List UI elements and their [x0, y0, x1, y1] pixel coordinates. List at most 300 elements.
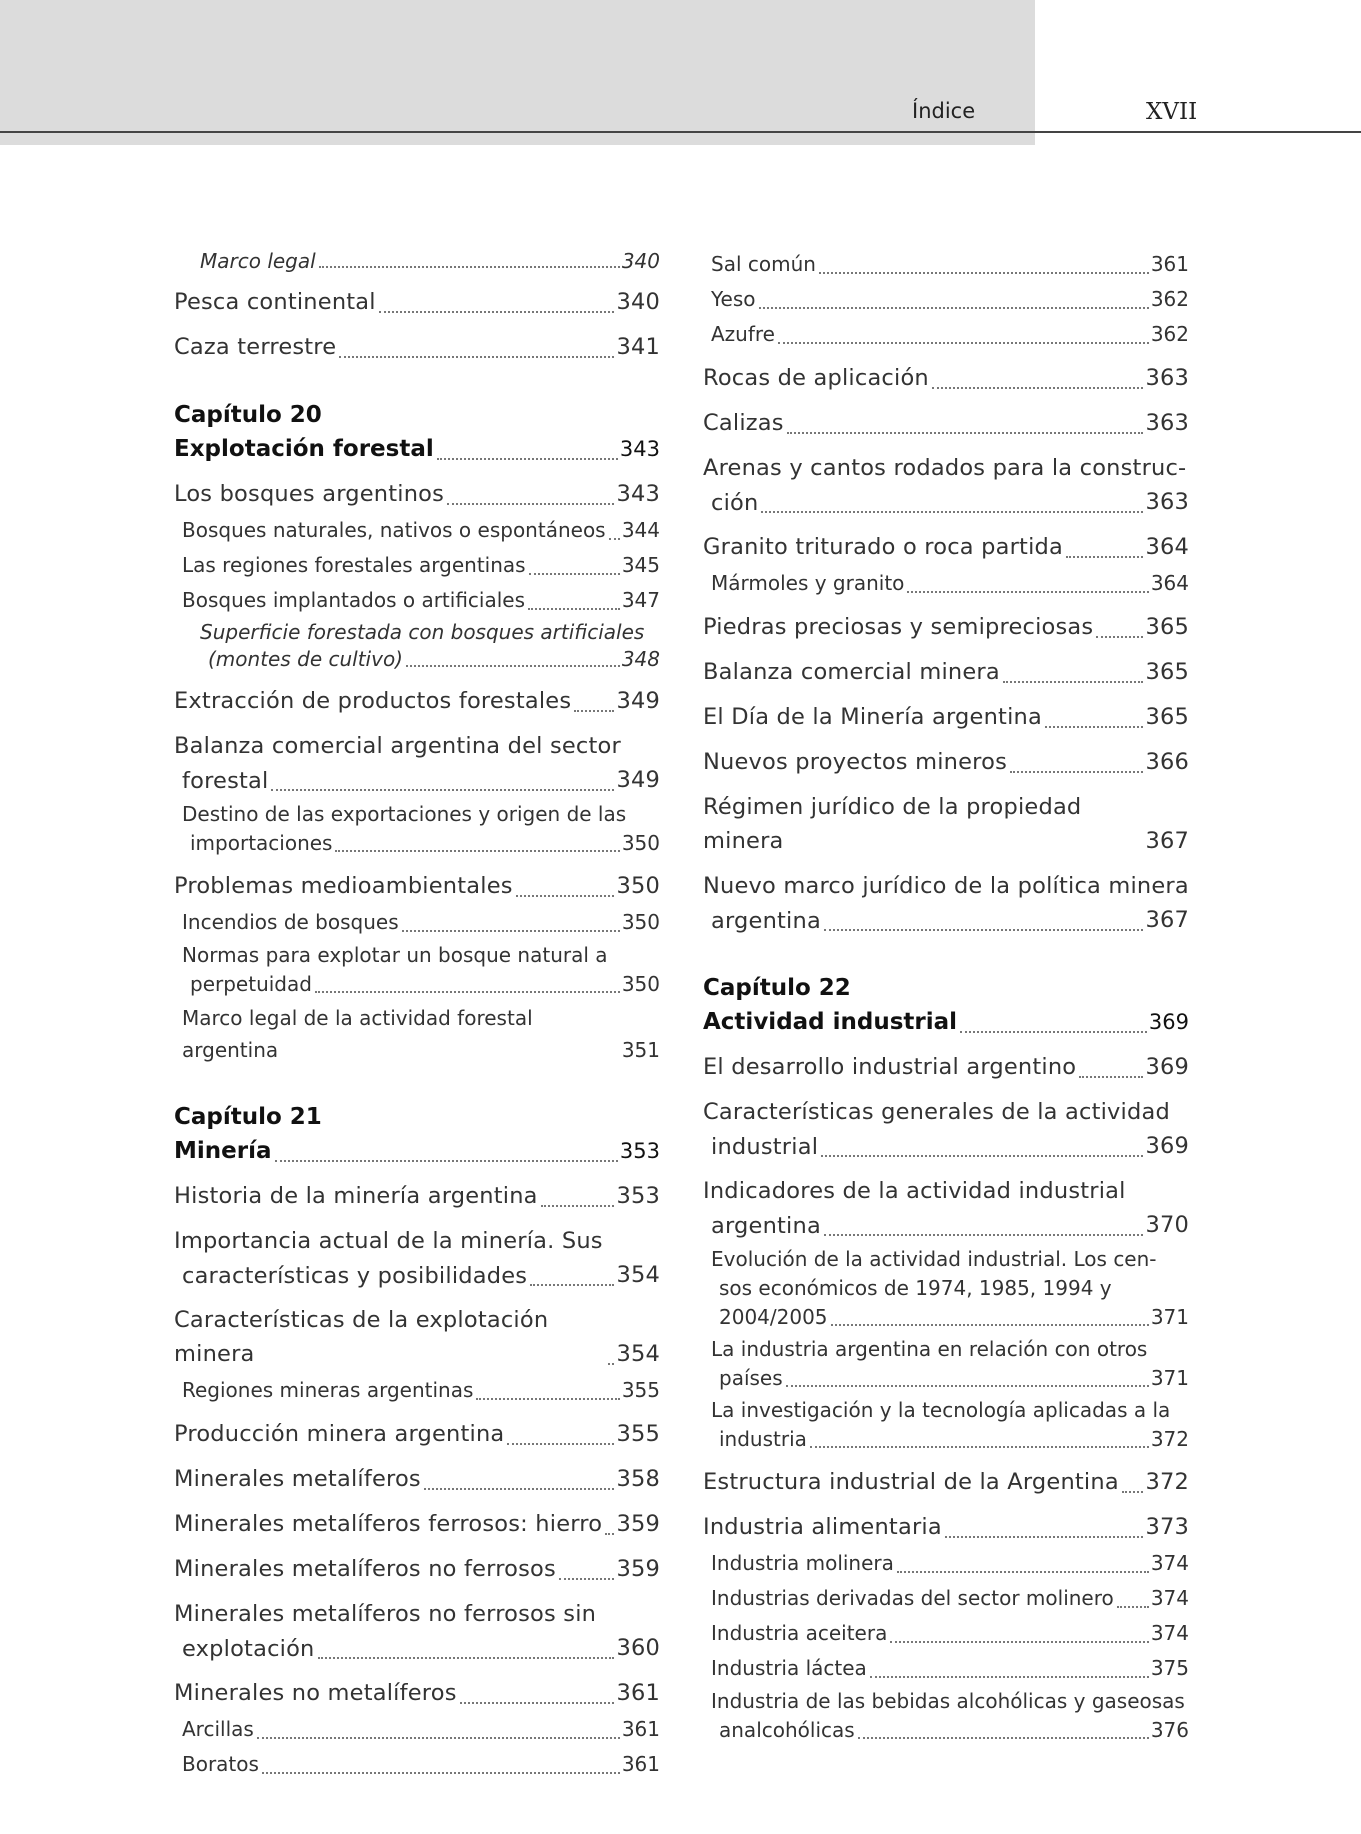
toc-entry-line — [703, 655, 1189, 689]
toc-entry-title — [711, 1425, 807, 1454]
page-number: 347 — [621, 588, 660, 612]
toc-entry-title-line: Características generales de la actividad — [703, 1099, 1170, 1125]
leader-dots — [1122, 1491, 1144, 1493]
toc-entry-line — [182, 1713, 660, 1745]
toc-entry[interactable] — [703, 790, 1189, 858]
toc-entry-title-line: Importancia actual de la minería. Sus — [174, 1228, 603, 1254]
toc-entry-last-line — [703, 1208, 1189, 1242]
toc-entry[interactable] — [703, 700, 1189, 734]
toc-entry-title-continuation: (montes de cultivo) — [208, 647, 403, 671]
toc-entry-title-line: Superficie forestada con bosques artificiales — [200, 620, 645, 644]
toc-entry-title: Actividad industrial — [703, 1009, 958, 1035]
toc-entry[interactable] — [703, 610, 1189, 644]
toc-entry[interactable] — [174, 1507, 660, 1541]
toc-entry[interactable] — [703, 1687, 1189, 1745]
leader-dots — [1079, 1076, 1143, 1078]
leader-dots — [945, 1536, 1144, 1538]
leader-dots — [870, 1676, 1149, 1678]
toc-entry[interactable] — [703, 1335, 1189, 1393]
toc-entry-title-continuation: importaciones — [190, 831, 333, 855]
toc-entry-title: Régimen jurídico de la propiedad minera — [703, 794, 1082, 854]
toc-entry-line — [174, 1417, 660, 1451]
toc-entry-line — [174, 684, 660, 718]
leader-dots — [447, 503, 614, 505]
toc-entry-line — [703, 1510, 1189, 1544]
toc-entry-line — [182, 1374, 660, 1406]
leader-dots — [528, 608, 620, 610]
page-number: 355 — [616, 1421, 660, 1447]
toc-entry-last-line — [174, 1631, 660, 1665]
toc-entry[interactable] — [174, 800, 660, 858]
leader-dots — [530, 1284, 614, 1286]
leader-dots — [1010, 771, 1143, 773]
chapter-heading: Capítulo 21 — [174, 1104, 322, 1130]
page-number: 351 — [621, 1038, 660, 1062]
toc-entry-line — [703, 1005, 1189, 1039]
toc-entry-title: Industria láctea — [711, 1656, 867, 1680]
leader-dots — [810, 1446, 1149, 1448]
toc-entry-title: Bosques implantados o artificiales — [182, 588, 526, 612]
page-number: 344 — [621, 518, 660, 542]
running-header-page-number: XVII — [1146, 99, 1198, 125]
toc-entry-title: Granito triturado o roca partida — [703, 534, 1063, 560]
toc-entry-title: Sal común — [711, 252, 816, 276]
toc-entry-line — [711, 1652, 1189, 1684]
toc-entry-line — [174, 477, 660, 511]
toc-entry-title: Minerales metalíferos — [174, 1466, 421, 1492]
toc-entry-title-line: Evolución de la actividad industrial. Los cen- — [711, 1247, 1157, 1271]
toc-entry-title-continuation: forestal — [182, 768, 269, 794]
toc-entry-line — [711, 567, 1189, 599]
toc-entry[interactable] — [703, 655, 1189, 689]
toc-entry-last-line — [182, 829, 660, 858]
toc-entry-title: Rocas de aplicación — [703, 365, 929, 391]
toc-entry[interactable] — [703, 1245, 1189, 1332]
toc-entry-last-line — [711, 1425, 1189, 1454]
toc-entry[interactable] — [174, 906, 660, 938]
toc-entry[interactable] — [703, 567, 1189, 599]
toc-entry-title: El Día de la Minería argentina — [703, 704, 1042, 730]
page-number: 369 — [1148, 1010, 1189, 1034]
page-number: 355 — [621, 1378, 660, 1402]
page-number: 361 — [1150, 252, 1189, 276]
chapter-title-entry[interactable] — [174, 432, 660, 466]
toc-entry-title-line: Balanza comercial argentina del sector — [174, 733, 621, 759]
page-number: 365 — [1145, 704, 1189, 730]
leader-dots — [271, 789, 614, 791]
page-number: 365 — [1145, 614, 1189, 640]
toc-entry[interactable] — [703, 869, 1189, 937]
page-number: 372 — [1145, 1469, 1189, 1495]
toc-entry[interactable] — [174, 1552, 660, 1586]
toc-entry[interactable] — [174, 1179, 660, 1213]
page-number: 362 — [1150, 287, 1189, 311]
toc-entry-title-line: Normas para explotar un bosque natural a — [182, 943, 608, 967]
toc-entry-line — [711, 1547, 1189, 1579]
page-number: 350 — [621, 831, 660, 855]
toc-entry-title — [711, 1364, 783, 1393]
toc-entry-title: Industria molinera — [711, 1551, 894, 1575]
page-number: 364 — [1145, 534, 1189, 560]
toc-entry-line — [182, 584, 660, 616]
toc-entry[interactable] — [174, 1713, 660, 1745]
toc-entry-title-continuation: explotación — [182, 1636, 315, 1662]
toc-entry-title: Las regiones forestales argentinas — [182, 553, 526, 577]
page-number: 374 — [1150, 1621, 1189, 1645]
toc-entry-last-line — [703, 1129, 1189, 1163]
toc-entry[interactable] — [174, 1462, 660, 1496]
toc-entry-line — [174, 330, 660, 364]
toc-entry[interactable] — [174, 1417, 660, 1451]
toc-entry-title: Producción minera argentina — [174, 1421, 505, 1447]
toc-entry-line — [174, 1676, 660, 1710]
toc-entry-line — [703, 790, 1189, 858]
toc-entry-title-continuation: industria — [719, 1427, 807, 1451]
leader-dots — [761, 511, 1143, 513]
leader-dots — [402, 930, 620, 932]
toc-entry-line — [174, 1507, 660, 1541]
toc-entry-title: El desarrollo industrial argentino — [703, 1054, 1077, 1080]
leader-dots — [787, 432, 1144, 434]
leader-dots — [406, 665, 620, 667]
page-number: 363 — [1145, 365, 1189, 391]
leader-dots — [824, 1234, 1144, 1236]
toc-entry-title — [174, 1260, 527, 1292]
toc-entry-title: Minerales metalíferos no ferrosos — [174, 1556, 556, 1582]
toc-entry[interactable] — [703, 745, 1189, 779]
page-number: 370 — [1145, 1212, 1189, 1238]
toc-entry[interactable] — [703, 1050, 1189, 1084]
leader-dots — [574, 710, 614, 712]
toc-entry[interactable] — [703, 1396, 1189, 1454]
leader-dots — [897, 1571, 1149, 1573]
page-number: 371 — [1150, 1305, 1189, 1329]
leader-dots — [605, 1533, 614, 1535]
leader-dots — [275, 1160, 618, 1162]
page-number: 371 — [1150, 1366, 1189, 1390]
toc-entry-title-continuation: características y posibilidades — [182, 1263, 528, 1289]
leader-dots — [559, 1578, 615, 1580]
page-number: 350 — [621, 910, 660, 934]
toc-entry[interactable] — [174, 869, 660, 903]
toc-entry-title: Los bosques argentinos — [174, 481, 445, 507]
toc-entry-title — [174, 1633, 315, 1665]
toc-entry-title: Industria alimentaria — [703, 1514, 942, 1540]
leader-dots — [1096, 636, 1143, 638]
toc-entry-line — [174, 432, 660, 466]
toc-entry-line — [703, 1050, 1189, 1084]
toc-entry-title — [711, 1303, 828, 1332]
leader-dots — [960, 1031, 1147, 1033]
leader-dots — [460, 1702, 615, 1704]
toc-entry[interactable] — [703, 1174, 1189, 1242]
toc-entry-last-line — [182, 970, 660, 999]
toc-entry-last-line — [703, 485, 1189, 519]
toc-entry-line — [711, 1582, 1189, 1614]
leader-dots — [819, 272, 1149, 274]
toc-entry-title — [703, 1210, 821, 1242]
toc-entry[interactable] — [703, 283, 1189, 315]
toc-entry[interactable] — [703, 406, 1189, 440]
toc-entry[interactable] — [703, 1652, 1189, 1684]
page-number: 359 — [616, 1556, 660, 1582]
toc-entry-line — [182, 549, 660, 581]
leader-dots — [778, 342, 1149, 344]
toc-entry-line — [711, 248, 1189, 280]
leader-dots — [339, 356, 614, 358]
leader-dots — [890, 1641, 1148, 1643]
toc-entry[interactable] — [174, 514, 660, 546]
toc-entry-last-line — [200, 646, 660, 673]
leader-dots — [318, 1657, 615, 1659]
page-number: 350 — [621, 972, 660, 996]
toc-column-left — [174, 248, 660, 1780]
chapter-title-entry[interactable] — [703, 1005, 1189, 1039]
toc-entry-title: Piedras preciosas y semipreciosas — [703, 614, 1094, 640]
leader-dots — [379, 311, 615, 313]
page-number: 340 — [621, 249, 660, 273]
toc-entry[interactable] — [703, 1095, 1189, 1163]
toc-entry[interactable] — [174, 1597, 660, 1665]
toc-entry[interactable] — [174, 549, 660, 581]
toc-entry-line — [703, 530, 1189, 564]
toc-entry-title: Marco legal de la actividad forestal argentina — [182, 1006, 533, 1062]
leader-dots — [786, 1385, 1149, 1387]
toc-entry-title — [182, 970, 312, 999]
toc-entry[interactable] — [174, 1303, 660, 1371]
toc-entry-title-line: sos económicos de 1974, 1985, 1994 y — [719, 1276, 1112, 1300]
toc-entry[interactable] — [703, 1510, 1189, 1544]
leader-dots — [907, 591, 1148, 593]
toc-entry[interactable] — [703, 1547, 1189, 1579]
toc-entry[interactable] — [174, 619, 660, 673]
running-header-section: Índice — [912, 99, 976, 123]
page-number: 367 — [1145, 828, 1189, 854]
toc-entry[interactable] — [703, 248, 1189, 280]
toc-column-right — [703, 248, 1189, 1745]
page-number: 369 — [1145, 1133, 1189, 1159]
toc-entry-title: Nuevos proyectos mineros — [703, 749, 1008, 775]
toc-entry-line — [174, 1134, 660, 1168]
toc-entry[interactable] — [174, 1676, 660, 1710]
page-number: 343 — [616, 481, 660, 507]
leader-dots — [437, 458, 618, 460]
page-number: 372 — [1150, 1427, 1189, 1451]
page-number: 375 — [1150, 1656, 1189, 1680]
toc-entry-title-line: Industria de las bebidas alcohólicas y gaseosas — [711, 1689, 1185, 1713]
toc-entry-title — [174, 765, 268, 797]
toc-entry[interactable] — [703, 1582, 1189, 1614]
chapter-title-entry[interactable] — [174, 1134, 660, 1168]
toc-entry[interactable] — [703, 451, 1189, 519]
leader-dots — [476, 1398, 619, 1400]
toc-entry-line — [703, 700, 1189, 734]
page-number: 345 — [621, 553, 660, 577]
page-number: 349 — [616, 767, 660, 793]
toc-entry-title: Explotación forestal — [174, 436, 434, 462]
toc-entry-title: Marco legal — [200, 249, 316, 273]
toc-entry-line — [703, 1465, 1189, 1499]
toc-entry-line — [703, 361, 1189, 395]
page-number: 353 — [616, 1183, 660, 1209]
page-number: 359 — [616, 1511, 660, 1537]
toc-entry-line — [174, 1552, 660, 1586]
toc-entry-title: Historia de la minería argentina — [174, 1183, 538, 1209]
page-number: 361 — [621, 1752, 660, 1776]
toc-entry-title: Caza terrestre — [174, 334, 337, 360]
leader-dots — [257, 1737, 620, 1739]
toc-entry-title: Problemas medioambientales — [174, 873, 513, 899]
toc-entry-line — [703, 745, 1189, 779]
toc-entry-title: Minerales metalíferos ferrosos: hierro — [174, 1511, 603, 1537]
toc-entry[interactable] — [174, 684, 660, 718]
page-number: 353 — [619, 1139, 660, 1163]
toc-entry-title: Regiones mineras argentinas — [182, 1378, 474, 1402]
toc-entry-line — [711, 318, 1189, 350]
leader-dots — [821, 1155, 1143, 1157]
toc-entry-title-line: Indicadores de la actividad industrial — [703, 1178, 1126, 1204]
toc-entry-title: Boratos — [182, 1752, 259, 1776]
toc-entry-line — [174, 285, 660, 319]
page-number: 373 — [1145, 1514, 1189, 1540]
toc-entry-title: Arcillas — [182, 1717, 254, 1741]
toc-entry-line — [703, 610, 1189, 644]
toc-entry-title — [703, 905, 821, 937]
page-number: 364 — [1150, 571, 1189, 595]
toc-entry[interactable] — [703, 530, 1189, 564]
toc-entry-title: Calizas — [703, 410, 784, 436]
toc-entry-title: Industria aceitera — [711, 1621, 888, 1645]
header-rule — [0, 131, 1361, 133]
page-number: 376 — [1150, 1718, 1189, 1742]
toc-entry-title-continuation: países — [719, 1366, 783, 1390]
toc-entry-line — [182, 1748, 660, 1780]
page-number: 362 — [1150, 322, 1189, 346]
toc-entry-title: Minerales no metalíferos — [174, 1680, 457, 1706]
toc-entry[interactable] — [174, 584, 660, 616]
page-number: 365 — [1145, 659, 1189, 685]
toc-entry-last-line — [174, 1258, 660, 1292]
leader-dots — [516, 895, 615, 897]
leader-dots — [1045, 726, 1143, 728]
leader-dots — [507, 1443, 614, 1445]
toc-entry[interactable] — [174, 1002, 660, 1066]
toc-entry-title — [703, 1131, 818, 1163]
toc-entry-line — [182, 1002, 660, 1066]
leader-dots — [315, 991, 620, 993]
page-number: 361 — [621, 1717, 660, 1741]
toc-entry-line — [174, 1462, 660, 1496]
toc-entry-last-line — [711, 1364, 1189, 1393]
toc-entry[interactable] — [703, 361, 1189, 395]
page-number: 340 — [616, 289, 660, 315]
leader-dots — [858, 1737, 1149, 1739]
page-number: 348 — [621, 647, 660, 671]
toc-entry-title — [200, 646, 403, 673]
leader-dots — [262, 1772, 620, 1774]
toc-entry-last-line — [711, 1716, 1189, 1745]
page-number: 354 — [616, 1262, 660, 1288]
toc-entry-last-line — [711, 1303, 1189, 1332]
toc-entry[interactable] — [174, 285, 660, 319]
toc-entry-title-continuation: ción — [711, 490, 759, 516]
page-number: 366 — [1145, 749, 1189, 775]
toc-entry-title — [711, 1716, 855, 1745]
toc-entry-title: Minería — [174, 1138, 272, 1164]
chapter-heading: Capítulo 20 — [174, 402, 322, 428]
page-number: 354 — [616, 1341, 660, 1367]
page-number: 374 — [1150, 1586, 1189, 1610]
page-number: 367 — [1145, 907, 1189, 933]
toc-entry-title: Extracción de productos forestales — [174, 688, 572, 714]
toc-entry-title-continuation: 2004/2005 — [719, 1305, 828, 1329]
toc-entry[interactable] — [174, 941, 660, 999]
leader-dots — [932, 387, 1144, 389]
toc-entry[interactable] — [703, 1617, 1189, 1649]
toc-entry-title: Mármoles y granito — [711, 571, 905, 595]
toc-entry-title: Yeso — [711, 287, 756, 311]
toc-entry[interactable] — [703, 318, 1189, 350]
leader-dots — [529, 573, 620, 575]
toc-entry-title-line: La industria argentina en relación con otros — [711, 1337, 1148, 1361]
toc-entry-last-line — [174, 763, 660, 797]
toc-entry-title: Azufre — [711, 322, 775, 346]
leader-dots — [759, 307, 1149, 309]
page-number: 363 — [1145, 489, 1189, 515]
toc-entry-title: Bosques naturales, nativos o espontáneos — [182, 518, 606, 542]
leader-dots — [608, 1363, 614, 1365]
toc-entry-line — [174, 1303, 660, 1371]
page-number: 358 — [616, 1466, 660, 1492]
toc-entry-title-line: Nuevo marco jurídico de la política minera — [703, 873, 1189, 899]
toc-entry-title: Balanza comercial minera — [703, 659, 1000, 685]
leader-dots — [335, 850, 619, 852]
toc-entry-line — [182, 514, 660, 546]
page-number: 343 — [619, 437, 660, 461]
leader-dots — [1003, 681, 1144, 683]
toc-entry-title-continuation: argentina — [711, 1213, 821, 1239]
toc-entry-title-continuation: analcohólicas — [719, 1718, 855, 1742]
page-number: 374 — [1150, 1551, 1189, 1575]
toc-entry[interactable] — [174, 729, 660, 797]
toc-entry-title-line: Destino de las exportaciones y origen de las — [182, 802, 627, 826]
leader-dots — [1066, 556, 1143, 558]
leader-dots — [609, 538, 620, 540]
leader-dots — [541, 1205, 615, 1207]
leader-dots — [424, 1488, 615, 1490]
toc-entry-line — [200, 248, 660, 274]
page-number: 361 — [616, 1680, 660, 1706]
toc-entry[interactable] — [174, 477, 660, 511]
page-number: 360 — [616, 1635, 660, 1661]
toc-entry-title: Incendios de bosques — [182, 910, 399, 934]
toc-entry-title: Industrias derivadas del sector molinero — [711, 1586, 1114, 1610]
page-number: 349 — [616, 688, 660, 714]
toc-entry-title-line: Minerales metalíferos no ferrosos sin — [174, 1601, 597, 1627]
toc-entry[interactable] — [174, 1224, 660, 1292]
toc-entry[interactable] — [174, 1748, 660, 1780]
toc-entry[interactable] — [174, 330, 660, 364]
page-number: 341 — [616, 334, 660, 360]
leader-dots — [831, 1324, 1149, 1326]
page-number: 350 — [616, 873, 660, 899]
leader-dots — [1117, 1606, 1149, 1608]
toc-entry[interactable] — [703, 1465, 1189, 1499]
header-band — [0, 0, 1035, 145]
toc-entry[interactable] — [174, 1374, 660, 1406]
toc-entry[interactable] — [174, 248, 660, 274]
toc-entry-line — [174, 869, 660, 903]
